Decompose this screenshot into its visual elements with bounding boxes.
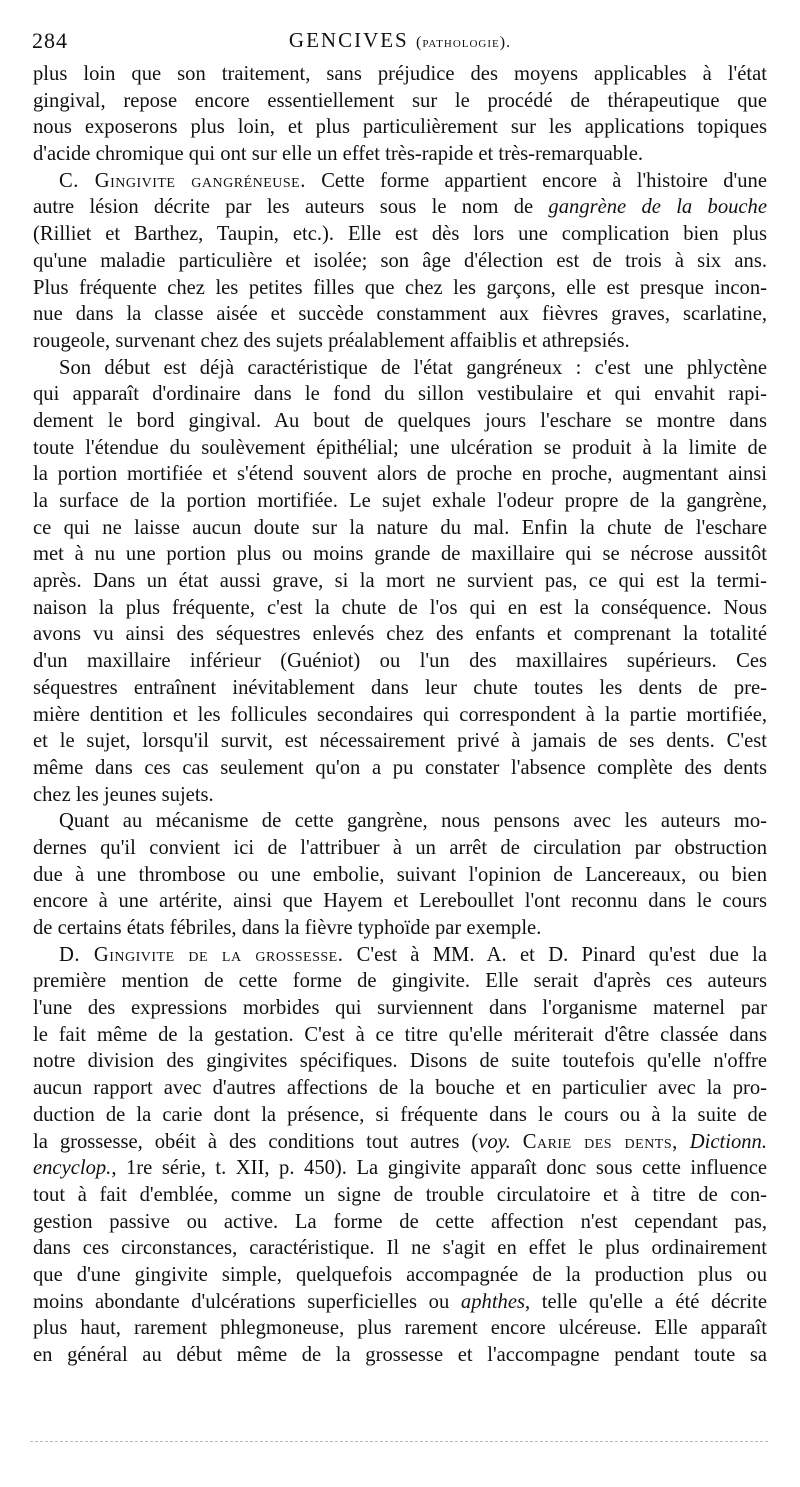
italic-text: encyclop. xyxy=(33,1157,112,1180)
text-line: séquestres entraînent inévitablement dans leur chute toutes les dents de pre- xyxy=(33,676,767,699)
text-line: dement le bord gingival. Au bout de quelques jours l'eschare se montre dans xyxy=(33,409,767,432)
text-line: d'un maxillaire inférieur (Guéniot) ou l'un des maxillaires supérieurs. Ces xyxy=(33,650,767,673)
text-line: aucun rapport avec d'autres affections de la bouche et en particulier avec la pro- xyxy=(33,1077,767,1100)
text-line: nous exposerons plus loin, et plus particulièrement sur les applications topiques xyxy=(33,116,767,139)
text-line: chez les jeunes sujets. xyxy=(33,783,214,806)
text-line: tout à fait d'emblée, comme un signe de trouble circulatoire et à titre de con- xyxy=(33,1183,767,1206)
text-line: gestion passive ou active. La forme de cette affection n'est cependant pas, xyxy=(33,1210,767,1233)
italic-text: voy. xyxy=(478,1130,511,1153)
text-line: met à nu une portion plus ou moins grande de maxillaire qui se nécrose aussitôt xyxy=(33,543,767,566)
italic-text: Dictionn. xyxy=(689,1130,767,1153)
page-number: 284 xyxy=(32,28,68,53)
text-line: plus haut, rarement phlegmoneuse, plus rarement encore ulcéreuse. Elle apparaît xyxy=(33,1317,767,1340)
text-line: ce qui ne laisse aucun doute sur la nature du mal. Enfin la chute de l'eschare xyxy=(33,516,767,539)
text-line: la portion mortifiée et s'étend souvent alors de proche en proche, augmentant ainsi xyxy=(33,463,767,486)
text-line: rougeole, survenant chez des sujets préalablement affaiblis et athrepsiés. xyxy=(33,329,630,352)
text-segment xyxy=(511,1131,523,1153)
text-line: dans ces circonstances, caractéristique. Il ne s'agit en effet le plus ordinairement xyxy=(33,1237,767,1260)
text-segment: la grossesse, obéit à des conditions tout autres ( xyxy=(33,1130,479,1153)
text-line: après. Dans un état aussi grave, si la mort ne survient pas, ce qui est la termi- xyxy=(33,570,767,593)
text-line: même dans ces cas seulement qu'on a pu constater l'absence complète des dents xyxy=(33,756,767,779)
section-heading: Carie des dents, xyxy=(522,1130,678,1153)
text-line: qui apparaît d'ordinaire dans le fond du sillon vestibulaire et qui envahit rapi- xyxy=(33,383,767,406)
text-line: toute l'étendue du soulèvement épithélial; une ulcération se produit à la limite de xyxy=(33,436,767,459)
text-line: duction de la carie dont la présence, si fréquente dans le cours ou à la suite de xyxy=(33,1103,767,1126)
text-line: le fait même de la gestation. C'est à ce titre qu'elle mériterait d'être classée dans xyxy=(33,1023,767,1046)
text-line: naison la plus fréquente, c'est la chute de l'os qui en est la conséquence. Nous xyxy=(33,596,767,619)
text-line: due à une thrombose ou une embolie, suivant l'opinion de Lancereaux, ou bien xyxy=(33,863,767,886)
text-line xyxy=(33,168,767,195)
text-line: que d'une gingivite simple, quelquefois accompagnée de la production plus ou xyxy=(33,1263,767,1286)
text-line xyxy=(33,194,767,221)
text-segment: moins abondante d'ulcérations superficielles ou xyxy=(33,1290,461,1313)
text-line: d'acide chromique qui ont sur elle un effet très-rapide et très-remarquable. xyxy=(33,143,644,166)
text-line: avons vu ainsi des séquestres enlevés chez des enfants et comprenant la totalité xyxy=(33,623,767,646)
text-line: l'une des expressions morbides qui surviennent dans l'organisme maternel par xyxy=(33,997,767,1020)
italic-text: gangrène de la bouche xyxy=(548,196,767,219)
text-segment: Cette forme appartient encore à l'histoire d'une xyxy=(305,169,767,192)
text-line: Plus fréquente chez les petites filles que chez les garçons, elle est presque incon- xyxy=(33,276,767,299)
text-segment: autre lésion décrite par les auteurs sous le nom de xyxy=(33,196,549,219)
text-segment xyxy=(678,1131,690,1153)
text-segment: , telle qu'elle a été décrite xyxy=(525,1290,767,1313)
text-segment: , 1re série, t. XII, p. 450). La gingivite apparaît donc sous cette influence xyxy=(111,1157,767,1180)
running-title-subtitle: (pathologie). xyxy=(416,34,512,51)
text-line xyxy=(33,1129,767,1156)
section-heading: C. Gingivite gangréneuse. xyxy=(59,169,306,192)
text-line: gingival, repose encore essentiellement sur le procédé de thérapeutique que xyxy=(33,89,767,112)
text-line: Son début est déjà caractéristique de l'état gangréneux : c'est une phlyctène xyxy=(59,356,767,379)
text-line: notre division des gingivites spécifiques. Disons de suite toutefois qu'elle n'offre xyxy=(33,1050,767,1073)
text-line: de certains états fébriles, dans la fièvre typhoïde par exemple. xyxy=(33,917,542,939)
text-line xyxy=(33,1289,767,1316)
text-line: la surface de la portion mortifiée. Le sujet exhale l'odeur propre de la gangrène, xyxy=(33,490,767,512)
text-line: (Rilliet et Barthez, Taupin, etc.). Elle est dès lors une complication bien plus xyxy=(33,223,767,246)
running-title-main: GENCIVES xyxy=(288,28,409,52)
text-line: dernes qu'il convient ici de l'attribuer à un arrêt de circulation par obstruction xyxy=(33,836,767,859)
text-line: première mention de cette forme de gingivite. Elle serait d'après ces auteurs xyxy=(33,970,767,993)
text-line: Quant au mécanisme de cette gangrène, nous pensons avec les auteurs mo- xyxy=(59,810,767,833)
running-header xyxy=(30,18,770,58)
text-line: nue dans la classe aisée et succède constamment aux fièvres graves, scarlatine, xyxy=(33,303,767,326)
text-line: plus loin que son traitement, sans préjudice des moyens applicables à l'état xyxy=(33,63,767,85)
text-line: encore à une artérite, ainsi que Hayem et Lereboullet l'ont reconnu dans le cours xyxy=(33,890,767,913)
text-line: qu'une maladie particulière et isolée; son âge d'élection est de trois à six ans. xyxy=(33,249,767,272)
footer-rule xyxy=(30,1441,768,1442)
text-line xyxy=(33,1155,767,1182)
text-body xyxy=(33,61,767,1381)
running-title xyxy=(30,28,770,53)
text-line xyxy=(33,942,767,969)
text-line: en général au début même de la grossesse et l'accompagne pendant toute sa xyxy=(33,1344,767,1366)
section-heading: D. Gingivite de la grossesse. xyxy=(59,943,344,966)
text-line: mière dentition et les follicules secondaires qui correspondent à la partie mortifiée, xyxy=(33,703,767,726)
text-line: et le sujet, lorsqu'il survit, est nécessairement privé à jamais de ses dents. C'est xyxy=(33,730,767,753)
text-segment: C'est à MM. A. et D. Pinard qu'est due la xyxy=(343,943,767,966)
italic-text: aphthes xyxy=(460,1290,525,1313)
